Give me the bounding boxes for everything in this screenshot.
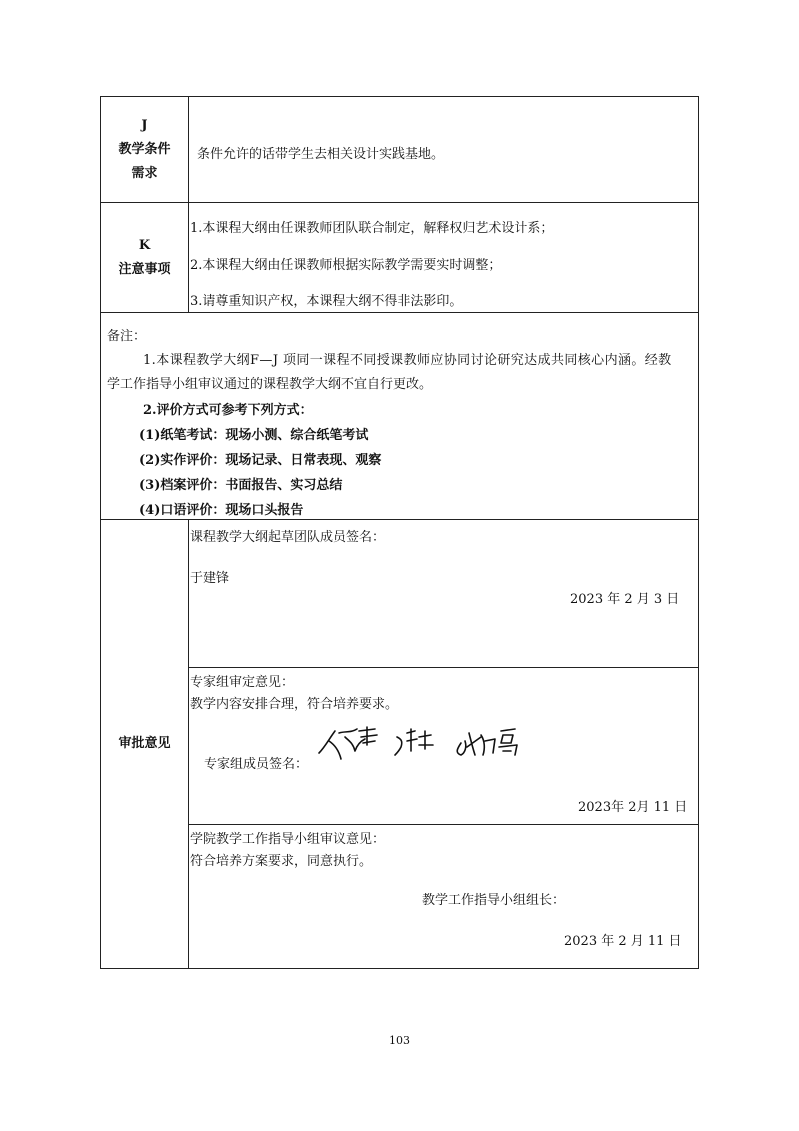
row-content-k <box>189 203 698 312</box>
college-opinion: 符合培养方案要求，同意执行。 <box>190 854 373 869</box>
remarks-label: 备注： <box>107 329 147 344</box>
row-notes-attention <box>101 202 698 312</box>
row-label-k <box>101 203 189 312</box>
row-title-j-line2: 需求 <box>131 165 158 181</box>
college-label: 学院教学工作指导小组审议意见： <box>190 832 386 847</box>
row-title-j-line1: 教学条件 <box>118 141 171 157</box>
draft-date: 2023 年 2 月 3 日 <box>570 592 680 607</box>
evaluation-method-2: (2)实作评价：现场记录、日常表现、观察 <box>139 453 382 468</box>
college-leader-label: 教学工作指导小组组长： <box>422 893 566 908</box>
approval-label <box>101 520 189 968</box>
syllabus-table <box>100 96 699 969</box>
expert-date: 2023年 2月 11 日 <box>578 800 688 815</box>
attention-item-1: 1.本课程大纲由任课教师团队联合制定，解释权归艺术设计系； <box>190 221 554 236</box>
attention-item-3: 3.请尊重知识产权，本课程大纲不得非法影印。 <box>190 294 463 309</box>
draft-team-label: 课程教学大纲起草团队成员签名： <box>190 530 386 545</box>
row-remarks <box>101 312 698 519</box>
row-title-k: 注意事项 <box>118 261 171 277</box>
row-letter-k: K <box>138 237 151 253</box>
expert-sign-label: 专家组成员签名： <box>204 757 309 772</box>
row-content-j <box>189 97 698 202</box>
row-letter-j: J <box>141 117 148 133</box>
evaluation-title: 2.评价方式可参考下列方式： <box>143 403 313 418</box>
teaching-conditions-text: 条件允许的话带学生去相关设计实践基地。 <box>197 147 445 162</box>
remarks-line-1: 1.本课程教学大纲F—J 项同一课程不同授课教师应协同讨论研究达成共同核心内涵。经教 <box>143 353 672 368</box>
evaluation-method-1: (1)纸笔考试：现场小测、综合纸笔考试 <box>139 428 369 443</box>
row-label-j <box>101 97 189 202</box>
draft-team-section <box>189 520 698 667</box>
expert-signatures-image <box>315 723 535 763</box>
approval-title: 审批意见 <box>118 736 171 751</box>
expert-section <box>189 667 698 824</box>
page-number: 103 <box>389 1034 410 1047</box>
expert-opinion: 教学内容安排合理，符合培养要求。 <box>190 697 399 712</box>
row-teaching-conditions <box>101 97 698 202</box>
evaluation-method-3: (3)档案评价：书面报告、实习总结 <box>139 478 343 493</box>
expert-label: 专家组审定意见： <box>190 675 295 690</box>
remarks-line-2: 学工作指导小组审议通过的课程教学大纲不宜自行更改。 <box>107 377 433 392</box>
college-date: 2023 年 2 月 11 日 <box>564 934 682 949</box>
attention-item-2: 2.本课程大纲由任课教师根据实际教学需要实时调整； <box>190 258 502 273</box>
college-section <box>189 824 698 969</box>
row-approval <box>101 519 698 968</box>
draft-team-name: 于建锋 <box>190 571 230 586</box>
evaluation-method-4: (4)口语评价：现场口头报告 <box>139 503 304 518</box>
